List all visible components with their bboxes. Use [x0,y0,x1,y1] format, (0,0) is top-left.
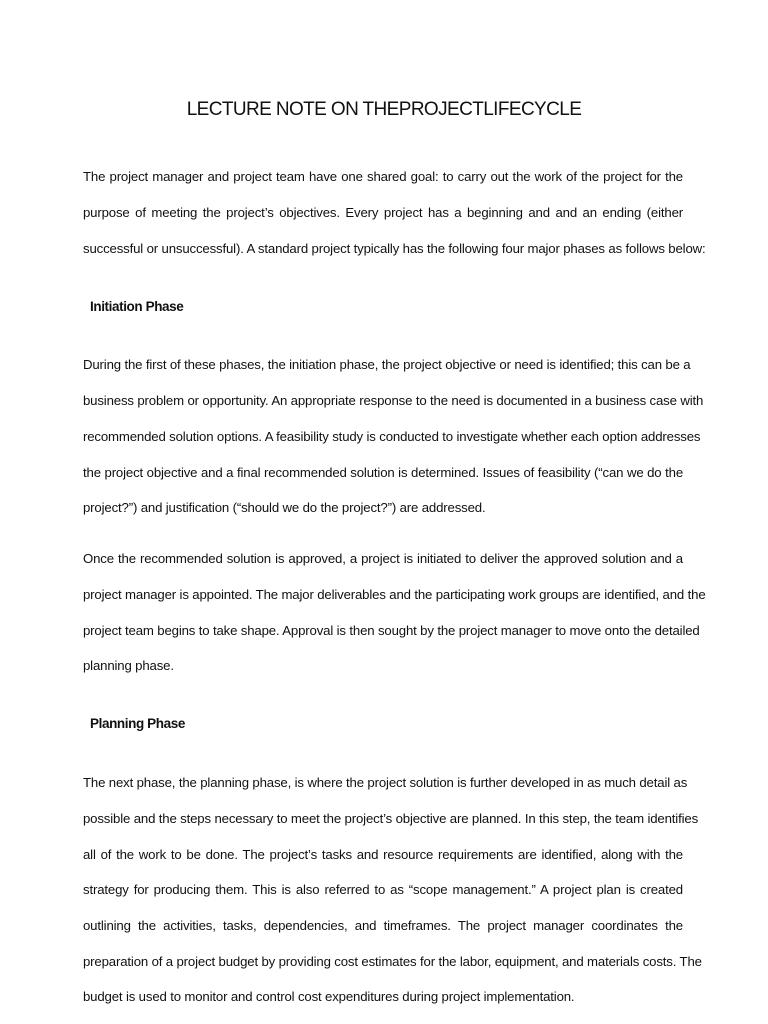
planning-p1-line: outlining the activities, tasks, dependencies, and timeframes. The project manager coordinates the [83,918,683,933]
initiation-p1-line: During the first of these phases, the initiation phase, the project objective or need is identified; this can be a [83,357,691,372]
section-heading-planning: Planning Phase [90,716,185,731]
section-heading-initiation: Initiation Phase [90,299,184,314]
planning-p1-line: all of the work to be done. The project’s tasks and resource requirements are identified, along with the [83,847,683,862]
initiation-p2-line: project manager is appointed. The major deliverables and the participating work groups are identified, and the [83,587,706,602]
planning-p1-line: preparation of a project budget by providing cost estimates for the labor, equipment, and materials costs. The [83,954,702,969]
intro-line: purpose of meeting the project’s objectives. Every project has a beginning and and an ending (either [83,205,683,220]
intro-line: The project manager and project team have one shared goal: to carry out the work of the project for the [83,169,683,184]
planning-p1-line: budget is used to monitor and control cost expenditures during project implementation. [83,989,575,1004]
initiation-p1-line: the project objective and a final recommended solution is determined. Issues of feasibility (“can we do the [83,465,683,480]
initiation-p2-line: project team begins to take shape. Approval is then sought by the project manager to move onto the detailed [83,623,700,638]
initiation-p2-line: Once the recommended solution is approved, a project is initiated to deliver the approved solution and a [83,551,683,566]
initiation-p1-line: project?”) and justification (“should we do the project?”) are addressed. [83,500,486,515]
document-title: LECTURE NOTE ON THEPROJECTLIFECYCLE [186,99,582,120]
planning-p1-line: strategy for producing them. This is also referred to as “scope management.” A project plan is created [83,882,683,897]
intro-line: successful or unsuccessful). A standard project typically has the following four major phases as follows below: [83,241,706,256]
initiation-p2-line: planning phase. [83,658,174,673]
initiation-p1-line: recommended solution options. A feasibility study is conducted to investigate whether each option addresses [83,429,701,444]
planning-p1-line: possible and the steps necessary to meet the project’s objective are planned. In this step, the team identifies [83,811,699,826]
planning-p1-line: The next phase, the planning phase, is where the project solution is further developed in as much detail as [83,775,688,790]
initiation-p1-line: business problem or opportunity. An appropriate response to the need is documented in a business case with [83,393,704,408]
